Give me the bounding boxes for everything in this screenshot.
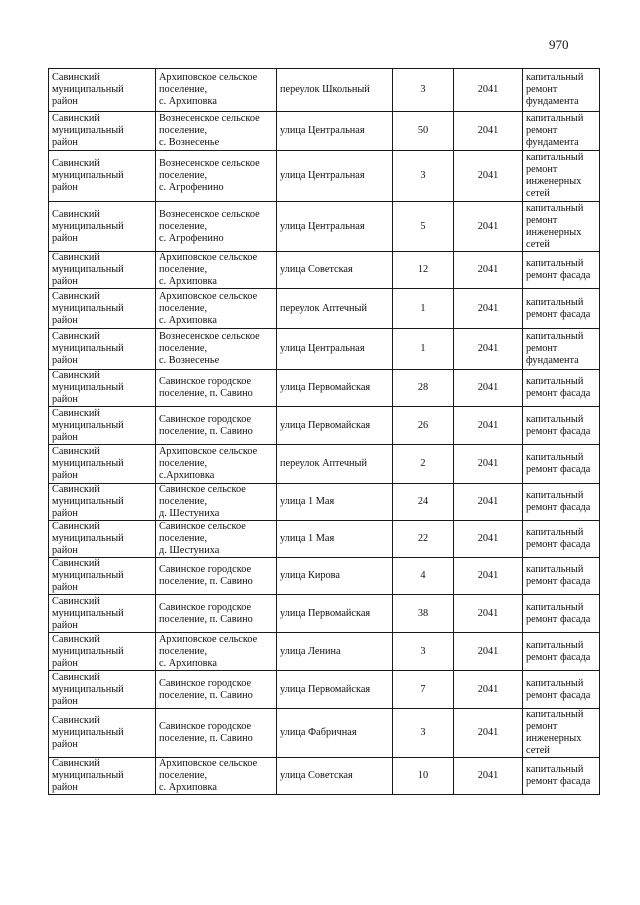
year-cell: 2041 — [454, 329, 523, 370]
year-cell: 2041 — [454, 758, 523, 795]
cell-line: поселение, п. Савино — [159, 576, 253, 587]
cell-line: с. Вознесенье — [159, 355, 220, 366]
house-number-cell: 26 — [393, 407, 454, 445]
cell-line: ремонт — [526, 125, 558, 136]
house-number-cell: 24 — [393, 484, 454, 521]
cell-line: капитальный — [526, 527, 584, 538]
district-cell — [49, 671, 156, 709]
work-type-cell — [523, 758, 600, 795]
cell-line: муниципальный — [52, 382, 124, 393]
street-cell: улица Первомайская — [277, 671, 393, 709]
settlement-cell — [156, 521, 277, 558]
cell-line: инженерных — [526, 226, 582, 238]
cell-line: Савинский — [52, 208, 100, 220]
year-cell: 2041 — [454, 69, 523, 112]
cell-line: муниципальный — [52, 302, 124, 314]
street-cell: улица Фабричная — [277, 709, 393, 758]
cell-line: ремонт фасада — [526, 613, 591, 625]
cell-line: Савинский — [52, 633, 100, 645]
cell-line: ремонт фасада — [526, 388, 591, 399]
cell-line: муниципальный — [52, 84, 124, 95]
cell-line: Савинское сельское — [159, 521, 246, 532]
district-cell — [49, 370, 156, 407]
cell-line: ремонт фасада — [526, 464, 591, 475]
cell-line: капитальный — [526, 490, 584, 501]
cell-line: муниципальный — [52, 570, 124, 581]
cell-line: Архиповское сельское — [159, 633, 258, 645]
cell-line: район — [52, 137, 78, 148]
cell-line: Архиповское сельское — [159, 446, 258, 457]
settlement-cell — [156, 407, 277, 445]
work-type-cell — [523, 370, 600, 407]
street-cell: улица Советская — [277, 758, 393, 795]
cell-line: поселение, п. Савино — [159, 613, 253, 625]
year-cell: 2041 — [454, 484, 523, 521]
table-row — [49, 151, 600, 202]
work-type-cell — [523, 329, 600, 370]
street-cell: улица Первомайская — [277, 407, 393, 445]
house-number-cell: 2 — [393, 445, 454, 484]
cell-line: район — [52, 355, 78, 366]
settlement-cell — [156, 69, 277, 112]
cell-line: поселение, — [159, 533, 208, 544]
table-row — [49, 521, 600, 558]
cell-line: район — [52, 508, 78, 519]
cell-line: капитальный — [526, 413, 584, 425]
cell-line: ремонт — [526, 343, 558, 354]
table-row — [49, 112, 600, 151]
cell-line: ремонт фасада — [526, 425, 591, 437]
work-type-cell — [523, 407, 600, 445]
cell-line: капитальный — [526, 202, 584, 214]
cell-line: район — [52, 182, 78, 193]
cell-line: муниципальный — [52, 533, 124, 544]
district-cell — [49, 289, 156, 329]
cell-line: Савинский — [52, 290, 100, 302]
year-cell: 2041 — [454, 202, 523, 252]
table-row — [49, 370, 600, 407]
street-cell: переулок Аптечный — [277, 289, 393, 329]
cell-line: Савинское городское — [159, 564, 252, 575]
work-type-cell — [523, 521, 600, 558]
cell-line: Савинский — [52, 446, 100, 457]
cell-line: с. Архиповка — [159, 782, 217, 793]
cell-line: капитальный — [526, 564, 584, 575]
district-cell — [49, 202, 156, 252]
district-cell — [49, 484, 156, 521]
cell-line: поселение, — [159, 496, 208, 507]
cell-line: Савинский — [52, 158, 100, 169]
house-number-cell: 10 — [393, 758, 454, 795]
cell-line: муниципальный — [52, 419, 124, 431]
district-cell — [49, 252, 156, 289]
house-number-cell: 1 — [393, 289, 454, 329]
table-row — [49, 595, 600, 633]
cell-line: район — [52, 619, 78, 631]
work-type-cell — [523, 558, 600, 595]
house-number-cell: 3 — [393, 709, 454, 758]
cell-line: Архиповское сельское — [159, 290, 258, 302]
cell-line: Савинский — [52, 72, 100, 83]
cell-line: Савинский — [52, 595, 100, 607]
district-cell — [49, 521, 156, 558]
cell-line: с. Архиповка — [159, 657, 217, 669]
cell-line: Вознесенское сельское — [159, 113, 260, 124]
cell-line: муниципальный — [52, 496, 124, 507]
cell-line: поселение, — [159, 770, 208, 781]
cell-line: район — [52, 782, 78, 793]
work-type-cell — [523, 633, 600, 671]
cell-line: с. Вознесенье — [159, 137, 220, 148]
cell-line: Савинское городское — [159, 413, 252, 425]
cell-line: Архиповское сельское — [159, 758, 258, 769]
cell-line: капитальный — [526, 376, 584, 387]
district-cell — [49, 633, 156, 671]
table-row — [49, 671, 600, 709]
house-number-cell: 1 — [393, 329, 454, 370]
street-cell: переулок Аптечный — [277, 445, 393, 484]
cell-line: район — [52, 96, 78, 107]
work-type-cell — [523, 484, 600, 521]
cell-line: фундамента — [526, 355, 579, 366]
cell-line: сетей — [526, 188, 550, 199]
cell-line: Савинский — [52, 331, 100, 342]
cell-line: ремонт фасада — [526, 539, 591, 550]
cell-line: ремонт — [526, 164, 558, 175]
settlement-cell — [156, 151, 277, 202]
cell-line: поселение, — [159, 458, 208, 469]
cell-line: с. Агрофенино — [159, 182, 224, 193]
cell-line: ремонт фасада — [526, 576, 591, 587]
cell-line: с. Архиповка — [159, 96, 217, 107]
house-number-cell: 3 — [393, 633, 454, 671]
year-cell: 2041 — [454, 370, 523, 407]
cell-line: поселение, п. Савино — [159, 388, 253, 399]
cell-line: Архиповское сельское — [159, 72, 258, 83]
house-number-cell: 5 — [393, 202, 454, 252]
work-type-cell — [523, 445, 600, 484]
cell-line: ремонт — [526, 721, 558, 732]
cell-line: ремонт фасада — [526, 651, 591, 663]
cell-line: капитальный — [526, 152, 584, 163]
year-cell: 2041 — [454, 633, 523, 671]
cell-line: капитальный — [526, 601, 584, 613]
page-number: 970 — [549, 37, 569, 52]
cell-line: муниципальный — [52, 645, 124, 657]
cell-line: район — [52, 232, 78, 244]
table-row — [49, 484, 600, 521]
cell-line: Савинский — [52, 252, 100, 263]
settlement-cell — [156, 329, 277, 370]
cell-line: район — [52, 470, 78, 481]
cell-line: Савинский — [52, 521, 100, 532]
settlement-cell — [156, 112, 277, 151]
settlement-cell — [156, 709, 277, 758]
street-cell: улица Центральная — [277, 151, 393, 202]
cell-line: сетей — [526, 745, 550, 756]
cell-line: муниципальный — [52, 727, 124, 738]
cell-line: поселение, — [159, 302, 208, 314]
cell-line: капитальный — [526, 639, 584, 651]
cell-line: район — [52, 582, 78, 593]
house-number-cell: 7 — [393, 671, 454, 709]
table-row — [49, 633, 600, 671]
settlement-cell — [156, 445, 277, 484]
cell-line: Савинское городское — [159, 601, 252, 613]
table-row — [49, 758, 600, 795]
year-cell: 2041 — [454, 445, 523, 484]
cell-line: Савинский — [52, 671, 100, 683]
cell-line: д. Шестуниха — [159, 545, 220, 556]
work-type-cell — [523, 709, 600, 758]
district-cell — [49, 69, 156, 112]
cell-line: Савинский — [52, 484, 100, 495]
house-number-cell: 50 — [393, 112, 454, 151]
settlement-cell — [156, 252, 277, 289]
cell-line: капитальный — [526, 764, 584, 775]
district-cell — [49, 595, 156, 633]
cell-line: Савинский — [52, 558, 100, 569]
table-row — [49, 558, 600, 595]
district-cell — [49, 709, 156, 758]
cell-line: фундамента — [526, 137, 579, 148]
cell-line: район — [52, 276, 78, 287]
district-cell — [49, 329, 156, 370]
cell-line: поселение, — [159, 84, 208, 95]
settlement-cell — [156, 633, 277, 671]
year-cell: 2041 — [454, 252, 523, 289]
cell-line: Савинское городское — [159, 721, 252, 732]
cell-line: с.Архиповка — [159, 470, 215, 481]
cell-line: Савинский — [52, 715, 100, 726]
cell-line: Савинское городское — [159, 376, 252, 387]
cell-line: капитальный — [526, 296, 584, 308]
table-row — [49, 407, 600, 445]
cell-line: капитальный — [526, 452, 584, 463]
cell-line: муниципальный — [52, 683, 124, 695]
settlement-cell — [156, 558, 277, 595]
cell-line: муниципальный — [52, 170, 124, 181]
house-number-cell: 28 — [393, 370, 454, 407]
cell-line: капитальный — [526, 258, 584, 269]
street-cell: улица Первомайская — [277, 370, 393, 407]
cell-line: район — [52, 314, 78, 326]
street-cell: улица Кирова — [277, 558, 393, 595]
work-type-cell — [523, 151, 600, 202]
cell-line: ремонт фасада — [526, 270, 591, 281]
street-cell: улица Ленина — [277, 633, 393, 671]
cell-line: сетей — [526, 238, 550, 250]
work-type-cell — [523, 595, 600, 633]
district-cell — [49, 112, 156, 151]
table-row — [49, 252, 600, 289]
cell-line: муниципальный — [52, 607, 124, 619]
cell-line: Савинский — [52, 758, 100, 769]
house-number-cell: 4 — [393, 558, 454, 595]
cell-line: капитальный — [526, 72, 584, 83]
street-cell: улица Центральная — [277, 202, 393, 252]
settlement-cell — [156, 484, 277, 521]
year-cell: 2041 — [454, 595, 523, 633]
cell-line: ремонт — [526, 84, 558, 95]
cell-line: поселение, — [159, 264, 208, 275]
cell-line: капитальный — [526, 709, 584, 720]
street-cell: улица Первомайская — [277, 595, 393, 633]
cell-line: муниципальный — [52, 458, 124, 469]
settlement-cell — [156, 758, 277, 795]
street-cell: улица 1 Мая — [277, 484, 393, 521]
cell-line: Вознесенское сельское — [159, 158, 260, 169]
cell-line: поселение, — [159, 645, 208, 657]
settlement-cell — [156, 202, 277, 252]
street-cell: улица 1 Мая — [277, 521, 393, 558]
cell-line: муниципальный — [52, 264, 124, 275]
cell-line: район — [52, 431, 78, 443]
cell-line: ремонт фасада — [526, 776, 591, 787]
cell-line: ремонт фасада — [526, 308, 591, 320]
cell-line: поселение, п. Савино — [159, 689, 253, 701]
cell-line: район — [52, 739, 78, 750]
cell-line: Савинский — [52, 370, 100, 381]
cell-line: с. Агрофенино — [159, 232, 224, 244]
cell-line: с. Архиповка — [159, 314, 217, 326]
cell-line: ремонт — [526, 214, 558, 226]
year-cell: 2041 — [454, 709, 523, 758]
year-cell: 2041 — [454, 151, 523, 202]
cell-line: район — [52, 695, 78, 707]
work-type-cell — [523, 671, 600, 709]
cell-line: Савинский — [52, 113, 100, 124]
cell-line: капитальный — [526, 677, 584, 689]
work-type-cell — [523, 69, 600, 112]
cell-line: поселение, — [159, 220, 208, 232]
table-row — [49, 69, 600, 112]
year-cell: 2041 — [454, 558, 523, 595]
work-type-cell — [523, 289, 600, 329]
cell-line: муниципальный — [52, 125, 124, 136]
settlement-cell — [156, 595, 277, 633]
year-cell: 2041 — [454, 289, 523, 329]
settlement-cell — [156, 289, 277, 329]
cell-line: поселение, п. Савино — [159, 733, 253, 744]
cell-line: Вознесенское сельское — [159, 208, 260, 220]
work-type-cell — [523, 252, 600, 289]
cell-line: капитальный — [526, 331, 584, 342]
table-row — [49, 709, 600, 758]
table-row — [49, 445, 600, 484]
cell-line: Архиповское сельское — [159, 252, 258, 263]
cell-line: инженерных — [526, 176, 582, 187]
table-row — [49, 202, 600, 252]
house-number-cell: 3 — [393, 69, 454, 112]
street-cell: улица Центральная — [277, 329, 393, 370]
cell-line: ремонт фасада — [526, 689, 591, 701]
cell-line: капитальный — [526, 113, 584, 124]
cell-line: инженерных — [526, 733, 582, 744]
table-row — [49, 289, 600, 329]
year-cell: 2041 — [454, 521, 523, 558]
year-cell: 2041 — [454, 112, 523, 151]
year-cell: 2041 — [454, 671, 523, 709]
district-cell — [49, 445, 156, 484]
cell-line: поселение, п. Савино — [159, 425, 253, 437]
cell-line: Савинский — [52, 407, 100, 419]
cell-line: д. Шестуниха — [159, 508, 220, 519]
district-cell — [49, 558, 156, 595]
cell-line: поселение, — [159, 125, 208, 136]
house-number-cell: 22 — [393, 521, 454, 558]
cell-line: Савинское городское — [159, 677, 252, 689]
district-cell — [49, 151, 156, 202]
work-type-cell — [523, 112, 600, 151]
street-cell: улица Центральная — [277, 112, 393, 151]
house-number-cell: 38 — [393, 595, 454, 633]
street-cell: переулок Школьный — [277, 69, 393, 112]
cell-line: район — [52, 545, 78, 556]
cell-line: Савинское сельское — [159, 484, 246, 495]
cell-line: фундамента — [526, 96, 579, 107]
settlement-cell — [156, 370, 277, 407]
cell-line: ремонт фасада — [526, 502, 591, 513]
cell-line: муниципальный — [52, 770, 124, 781]
house-number-cell: 3 — [393, 151, 454, 202]
cell-line: район — [52, 657, 78, 669]
housing-repair-table — [48, 68, 600, 795]
cell-line: поселение, — [159, 170, 208, 181]
cell-line: муниципальный — [52, 220, 124, 232]
table-body — [49, 69, 600, 795]
district-cell — [49, 758, 156, 795]
work-type-cell — [523, 202, 600, 252]
house-number-cell: 12 — [393, 252, 454, 289]
district-cell — [49, 407, 156, 445]
cell-line: с. Архиповка — [159, 276, 217, 287]
cell-line: поселение, — [159, 343, 208, 354]
year-cell: 2041 — [454, 407, 523, 445]
street-cell: улица Советская — [277, 252, 393, 289]
cell-line: район — [52, 394, 78, 405]
settlement-cell — [156, 671, 277, 709]
cell-line: муниципальный — [52, 343, 124, 354]
cell-line: Вознесенское сельское — [159, 331, 260, 342]
table-row — [49, 329, 600, 370]
